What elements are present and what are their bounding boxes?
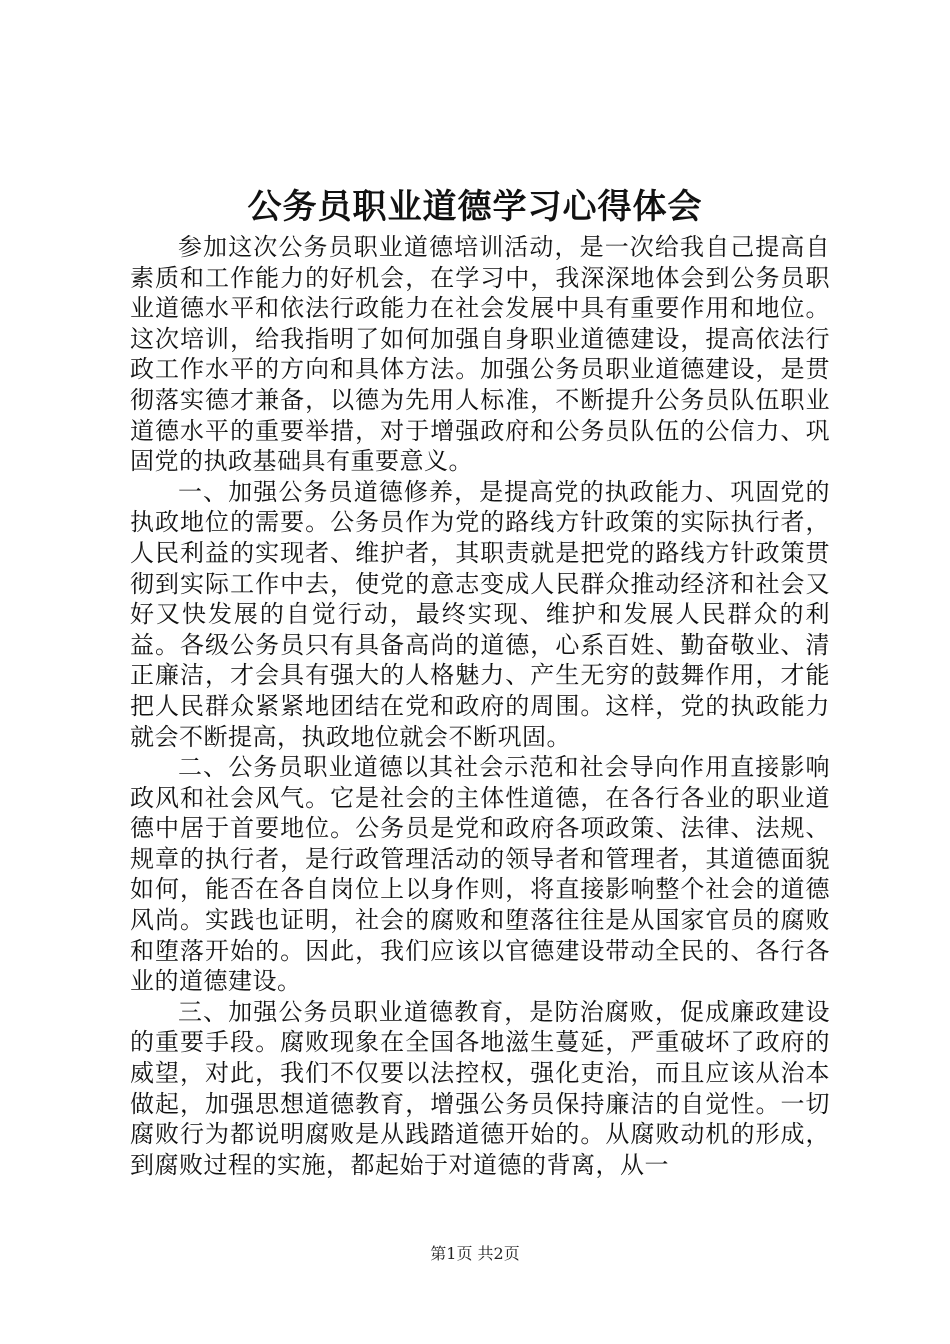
page-title: 公务员职业道德学习心得体会 — [247, 187, 703, 227]
paragraph-section-2: 二、公务员职业道德以其社会示范和社会导向作用直接影响政风和社会风气。它是社会的主体性道德，在各行各业的职业道德中居于首要地位。公务员是党和政府各项政策、法律、法规、规章的执行者，是行政管理活动的领导者和管理者，其道德面貌如何，能否在各自岗位上以身作则，将直接影响整个社会的道德风尚。实践也证明，社会的腐败和堕落往往是从国家官员的腐败和堕落开始的。因此，我们应该以官德建设带动全民的、各行各业的道德建设。 — [130, 753, 830, 996]
paragraph-intro: 参加这次公务员职业道德培训活动，是一次给我自己提高自素质和工作能力的好机会，在学习中，我深深地体会到公务员职业道德水平和依法行政能力在社会发展中具有重要作用和地位。这次培训，给我指明了如何加强自身职业道德建设，提高依法行政工作水平的方向和具体方法。加强公务员职业道德建设，是贯彻落实德才兼备，以德为先用人标准，不断提升公务员队伍职业道德水平的重要举措，对于增强政府和公务员队伍的公信力、巩固党的执政基础具有重要意义。 — [130, 233, 830, 476]
paragraph-section-1: 一、加强公务员道德修养，是提高党的执政能力、巩固党的执政地位的需要。公务员作为党的路线方针政策的实际执行者，人民利益的实现者、维护者，其职责就是把党的路线方针政策贯彻到实际工作中去，使党的意志变成人民群众推动经济和社会又好又快发展的自觉行动，最终实现、维护和发展人民群众的利益。各级公务员只有具备高尚的道德，心系百姓、勤奋敬业、清正廉洁，才会具有强大的人格魅力、产生无穷的鼓舞作用，才能把人民群众紧紧地团结在党和政府的周围。这样，党的执政能力就会不断提高，执政地位就会不断巩固。 — [130, 477, 830, 751]
document-body — [130, 232, 830, 1180]
paragraph-section-3: 三、加强公务员职业道德教育，是防治腐败，促成廉政建设的重要手段。腐败现象在全国各地滋生蔓延，严重破坏了政府的威望，对此，我们不仅要以法控权，强化吏治，而且应该从治本做起，加强思想道德教育，增强公务员保持廉洁的自觉性。一切腐败行为都说明腐败是从践踏道德开始的。从腐败动机的形成，到腐败过程的实施，都起始于对道德的背离，从一 — [130, 997, 830, 1179]
page-footer: 第1页 共2页 — [430, 1244, 520, 1263]
